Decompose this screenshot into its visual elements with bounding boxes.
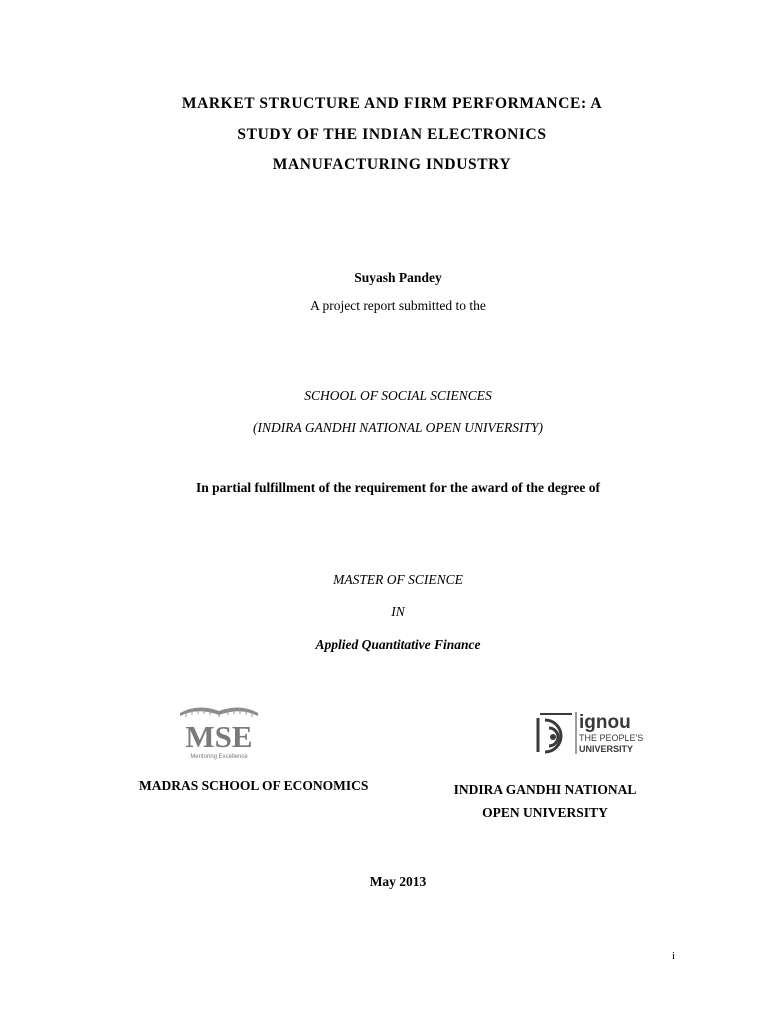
page-number: i: [672, 950, 676, 962]
title-line-1: MARKET STRUCTURE AND FIRM PERFORMANCE: A: [181, 95, 603, 112]
university-name: (INDIRA GANDHI NATIONAL OPEN UNIVERSITY): [253, 420, 543, 435]
partial-fulfillment-text: In partial fulfillment of the requirement for the award of the degree of: [196, 480, 600, 495]
institution-left: MADRAS SCHOOL OF ECONOMICS: [139, 778, 369, 793]
title-line-2: STUDY OF THE INDIAN ELECTRONICS: [237, 126, 547, 143]
institution-right-line-2: OPEN UNIVERSITY: [482, 805, 608, 820]
ignou-logo-name: ignou: [579, 712, 631, 733]
mse-logo-tagline: Mentoring Excellence: [190, 754, 248, 760]
submission-date: May 2013: [369, 874, 427, 889]
ignou-logo-line2: UNIVERSITY: [579, 744, 634, 754]
degree-in: IN: [391, 604, 405, 619]
degree-name: MASTER OF SCIENCE: [333, 572, 463, 587]
submitted-to-text: A project report submitted to the: [310, 298, 486, 313]
title-line-3: MANUFACTURING INDUSTRY: [272, 156, 512, 173]
mse-logo-text: MSE: [185, 719, 253, 754]
school-name: SCHOOL OF SOCIAL SCIENCES: [304, 388, 492, 403]
mse-logo: [172, 697, 266, 761]
ignou-logo-line1: THE PEOPLE'S: [579, 733, 644, 743]
degree-subject: Applied Quantitative Finance: [315, 637, 481, 652]
ignou-emblem-icon: [538, 714, 572, 752]
institution-right-line-1: INDIRA GANDHI NATIONAL: [453, 782, 637, 797]
author-name: Suyash Pandey: [354, 270, 442, 285]
institution-right: [420, 778, 670, 824]
ignou-logo: [529, 708, 644, 758]
